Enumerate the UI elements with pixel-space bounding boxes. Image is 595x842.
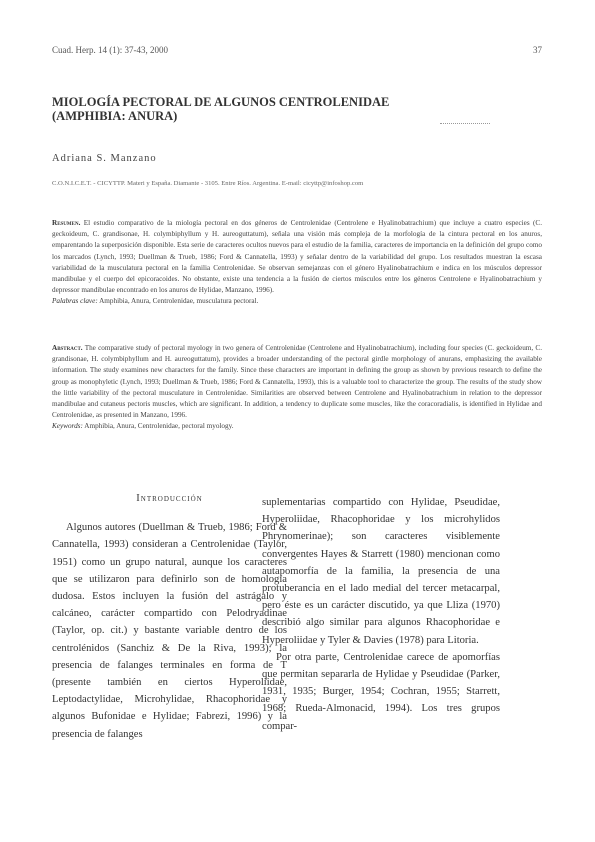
abstract-text: The comparative study of pectoral myology in two genera of Centrolenidae (Centrolene and Hyalinobatrachium), including four species (C. geckoideum, C. grandisonae, H. colymbiphyllum and H. aureoguttatum), provides a broader understanding of the pectoral girdle morphology of anurans, emphasizing the available information. The study examines new characters for the family. Since these characters are important in defining the group as shown by previous research to define the group as monophyletic (Lynch, 1993; Duellman & Trueb, 1986; Ford & Cannatella, 1993), this is a valuable tool to characterize the group. The results of the study show the little variability of the pectoral musculature in Centrolenidae. Similarities are observed between Centrolene and Hyalinobatrachium in relation to the depressor mandibulae and cutaneus pectoris muscles, which are significant. In addition, a tendency to duplicate some muscles, like the coracoradialis, is identified in Hylidae and Centrolenidae, as presented in Manzano, 1996.	[52, 344, 542, 420]
title-divider	[440, 123, 490, 125]
palabras-clave-text: Amphibia, Anura, Centrolenidae, musculatura pectoral.	[97, 297, 259, 306]
resumen-text: El estudio comparativo de la miología pectoral en dos géneros de Centrolenidae (Centrolene e Hyalinobatrachium) que incluye a cuatro especies (C. geckoideum, C. grandisonae, H. colymbiphyllum y H. aureoguttatum), señala una visión más compleja de la morfología de la cintura pectoral en los anuros, emparentando la superposición disponible. Esta serie de caracteres ocultos nuevos para el estudio de la familia, caracteres de importancia en la definición del grupo como los marcados (Lynch, 1993; Duellman & Trueb, 1986; Ford & Cannatella, 1993) y señalar dentro de la variabilidad del grupo. Los resultados muestran la escasa variabilidad de la musculatura pectoral en la familia Centrolenidae. Se observan semejanzas con el género Hyalinobatrachium e indica en los músculos depressor mandibulae y el cuerpo del epicoracoides. No obstante, existe una tendencia a la fusión de ciertos músculos entre los géneros Centrolene e Hyalinobatrachium y depressor mandibulae encontrado en los anuros de Hylidae, Manzano, 1996).	[52, 219, 542, 295]
section-heading-introduction: Introducción	[136, 493, 203, 504]
body-column-right	[262, 494, 500, 735]
running-header	[52, 45, 542, 55]
body-column-left	[52, 490, 287, 743]
abstract-label: Abstract.	[52, 344, 83, 352]
journal-citation: Cuad. Herp. 14 (1): 37-43, 2000	[52, 45, 168, 55]
palabras-clave-label: Palabras clave:	[52, 297, 98, 306]
author-name: Adriana S. Manzano	[52, 153, 157, 164]
page-number: 37	[533, 45, 542, 55]
article-title	[52, 95, 452, 123]
title-line-1: MIOLOGÍA PECTORAL DE ALGUNOS CENTROLENIDAE	[52, 95, 390, 109]
resumen-label: Resumen.	[52, 219, 81, 227]
body-paragraph: Algunos autores (Duellman & Trueb, 1986; Ford & Cannatella, 1993) consideran a Centrolenidae (Taylor, 1951) como un grupo natural, aunque los caracteres que se utilizaron para definirlo son de homología dudosa. Estos incluyen la fusión del astrágalo y calcáneo, carácter compartido con Pelodryadinae (Taylor, op. cit.) y bastante variable dentro de los centrolénidos (Sanchiz & De la Riva, 1993); la presencia de falanges terminales en forma de T (presente también en ciertos Hyperoliidae, Leptodactylidae, Microhylidae, Rhacophoridae y algunos Bufonidae e Hylidae; Fabrezi, 1996) y la presencia de falanges	[52, 522, 287, 740]
keywords-text: Amphibia, Anura, Centrolenidae, pectoral myology.	[82, 422, 234, 431]
body-paragraph: suplementarias compartido con Hylidae, Pseudidae, Hyperoliidae, Rhacophoridae y los microhylidos Phrynomerinae); son caracteres visiblemente convergentes Hayes & Starrett (1980) mencionan como autapomorfía de la familia, la presencia de una protuberancia en el lado medial del tercer metacarpal, pero éste es un carácter discutido, ya que Lliza (1970) describió algo similar para algunos Rhacophoridae e Hyperoliidae y Tyler & Davies (1978) para Litoria.	[262, 497, 500, 646]
keywords-label: Keywords:	[52, 422, 83, 431]
abstract-block	[52, 343, 542, 433]
resumen-block	[52, 218, 542, 308]
author-affiliation: C.O.N.I.C.E.T. - CICYTTP. Materi y España. Diamante - 3105. Entre Ríos. Argentina. E-mail: cicyttp@infoshop.com	[52, 180, 364, 187]
body-paragraph: Por otra parte, Centrolenidae carece de apomorfías que permitan separarla de Hylidae y Pseudidae (Parker, 1931, 1935; Burger, 1954; Cochran, 1955; Starrett, 1968; Rueda-Almonacid, 1994). Los tres grupos compar-	[262, 651, 500, 732]
title-line-2: (AMPHIBIA: ANURA)	[52, 109, 178, 123]
